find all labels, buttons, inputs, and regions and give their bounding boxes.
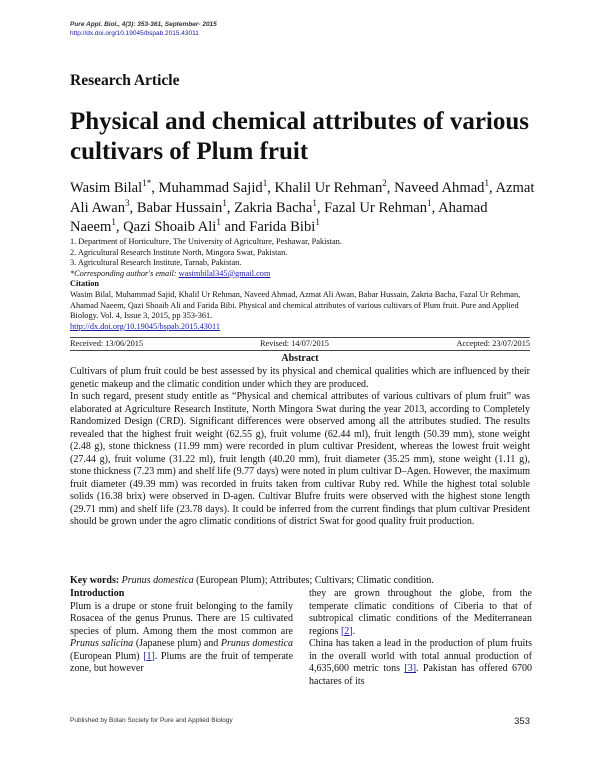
keyword-species: Prunus domestica [121, 575, 194, 586]
author: Qazi Shoaib Ali$^1$ [123, 217, 221, 235]
affiliation: 3. Agricultural Research Institute, Tarnab, Pakistan. [70, 258, 242, 268]
revised-date: Revised: 14/07/2015 [260, 339, 329, 348]
keywords [70, 575, 530, 588]
keywords-rest: (European Plum); Attributes; Cultivars; Climatic condition. [193, 575, 434, 586]
citation-doi-link[interactable]: http://dx.doi.org/10.19045/bspab.2015.43011 [70, 321, 221, 331]
intro-paragraph: Plum is a drupe or stone fruit belonging to the family Rosacea of the genus Prunus. There are 15 cultivated species of plum. Among them the most common are Prunus salicina (Japanese plum) and Prunus domestica (European Plum) [1]. Plums are the fruit of temperate zone, but however [70, 600, 294, 674]
citation-text: Wasim Bilal, Muhammad Sajid, Khalil Ur Rehman, Naveed Ahmad, Azmat Ali Awan, Babar Hussain, Zakria Bacha, Fazal Ur Rehman, Ahamad Naeem, Qazi Shoaib Ali and Farida Bibi. Physical and chemical attributes of various cultivars of Plum fruit. Pure and Applied Biology. Vol. 4, Issue 3, 2015, pp 353-361. [70, 289, 521, 321]
abstract-body [70, 366, 530, 529]
author: Farida Bibi$^1$ [249, 217, 320, 235]
journal-doi-link[interactable]: http://dx.doi.org/10.19045/bspab.2015.43011 [70, 30, 199, 37]
affiliation: 1. Department of Horticulture, The University of Agriculture, Peshawar, Pakistan. [70, 237, 342, 246]
accepted-date: Accepted: 23/07/2015 [456, 339, 530, 348]
dates-bar [70, 337, 530, 351]
author: Khalil Ur Rehman$^2$ [274, 178, 387, 196]
affiliations [70, 237, 540, 332]
author: Fazal Ur Rehman$^1$ [324, 197, 432, 216]
citation-heading: Citation [70, 279, 100, 289]
abstract-heading: Abstract [281, 353, 319, 364]
reference-link[interactable]: [1] [143, 650, 155, 662]
abstract-paragraph: Cultivars of plum fruit could be best assessed by its physical and chemical qualities which are influenced by their genetic makeup and the climatic condition under which they are produced. [70, 366, 530, 390]
keywords-label: Key words: [70, 575, 120, 586]
column-left [70, 588, 293, 676]
column-right [309, 588, 532, 688]
corresponding-email-link[interactable]: wasimbilal345@gmail.com [178, 268, 271, 278]
intro-paragraph: China has taken a lead in the production of plum fruits in the overall world with total annual production of 4,635,600 metric tons [3]. Pakistan has offered 6700 hactares of its [309, 638, 532, 687]
paper-title: Physical and chemical attributes of various cultivars of Plum fruit [70, 108, 530, 165]
affiliation: 2. Agricultural Research Institute North, Mingora Swat, Pakistan. [70, 247, 288, 257]
reference-link[interactable]: [2] [340, 625, 353, 637]
author: Naveed Ahmad$^1$ [394, 178, 489, 196]
author: Azmat Ali Awan$^3$ [70, 180, 535, 216]
publisher-footer: Published by Bolan Society for Pure and Applied Biology [70, 717, 233, 724]
author: Wasim Bilal$^{1*}$ [70, 178, 152, 196]
journal-header [70, 20, 217, 38]
received-date: Received: 13/06/2015 [70, 339, 144, 348]
introduction-heading: Introduction [70, 588, 125, 599]
author: Ahamad Naeem$^1$ [70, 199, 488, 235]
reference-link[interactable]: [3] [404, 663, 417, 674]
journal-citation: Pure Appl. Biol., 4(3): 353-361, September- 2015 [70, 21, 217, 28]
author: Zakria Bacha$^1$ [234, 197, 317, 216]
author: Babar Hussain$^1$ [136, 197, 227, 216]
intro-paragraph: they are grown throughout the globe, from the temperate climatic conditions of Ciberia to that of subtropical climatic conditions of the Mediterranean regions [2]. [309, 588, 532, 637]
author-list: Wasim Bilal$^{1*}$, Muhammad Sajid$^1$, Khalil Ur Rehman$^2$, Naveed Ahmad$^1$, Azmat Ali Awan$^3$, Babar Hussain$^1$, Zakria Bacha$^1$, Fazal Ur Rehman$^1$, Ahamad Naeem$^1$, Qazi Shoaib Ali$^1$ and Farida Bibi$^1$ [70, 178, 535, 235]
article-type: Research Article [70, 72, 180, 89]
authors-and: and [224, 219, 246, 235]
abstract-paragraph: In such regard, present study entitle as “Physical and chemical attributes of various cultivars of plum fruit” was elaborated at Agriculture Research Institute, North Mingora Swat during the year 2013, according to Completely Randomized Design (CRD). Significant differences were observed among all the attributes studied. The results revealed that the highest fruit weight (62.55 g), fruit volume (62.44 ml), fruit length (50.39 mm), stone weight (2.48 g), stone thickness (11.99 mm) were recorded in plum cultivar President, whereas the lowest fruit weight (27.44 g), fruit volume (31.22 ml), fruit length (40.20 mm), fruit diameter (35.25 mm), stone weight (1.11 g), stone thickness (7.23 mm) and shelf life (9.77 days) were noted in plum cultivar D–Agen. However, the maximum fruit diameter (49.39 mm) was recorded in fruits taken from cultivar Ruby red. While the highest total soluble solids (16.38 brix) were observed in D-agen. Cultivar Blufre fruits were observed with the highest stone length (29.71 mm) and shelf life (23.78 days). It could be inferred from the current findings that plum cultivar President should be grown under the agro climatic conditions of district Swat for good quality fruit production. [70, 391, 530, 527]
corresponding-author: *Corresponding author's email: wasimbilal345@gmail.com [70, 268, 271, 278]
page-number: 353 [514, 716, 530, 727]
author: Muhammad Sajid$^1$ [158, 178, 268, 196]
